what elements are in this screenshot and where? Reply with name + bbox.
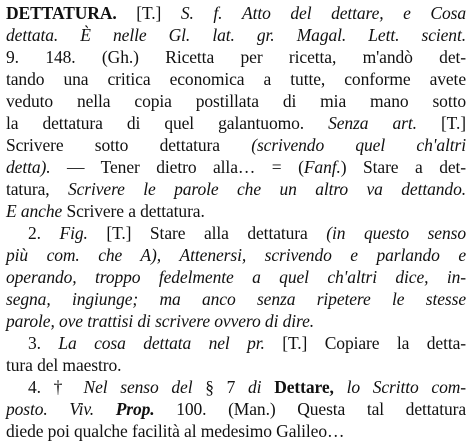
phrase: [T.] Copiare la detta- [282,333,466,353]
sense-3-line-2: tura del maestro. [6,355,122,375]
source-abbrev: Fanf. [303,157,341,177]
headword: DETTATURA. [6,3,117,23]
definition-text: Attenersi, scrivendo e parlando e [179,245,467,265]
phrase: Scrivere sotto dettatura [6,135,220,155]
section-ref: § 7 [205,377,236,397]
sense-2-line-3: operando, troppo fedelmente a quel ch'altri dice, in- [6,267,466,287]
entry-line-8 [6,156,466,178]
definition-text: lo Scritto com- [346,377,467,397]
sense-3-line-1 [6,332,466,354]
part-of-speech: S. f. [180,3,223,23]
entry-line-2: dettata. È nelle Gl. lat. gr. Magal. Lett. scient. [6,25,466,45]
register-tag: [T.] [136,3,162,23]
sense-number: 3. [28,333,41,353]
citation-ref: 100. (Man.) [176,399,276,419]
definition-text: Nel senso del [83,377,193,397]
usage-note: E anche [6,201,63,221]
sense-2-line-4: segna, ingiunge; ma anco senza ripetere le stesse [6,289,466,309]
definition-text: La cosa dettata nel pr. [58,333,265,353]
quotation-text: Questa tal dettatura [297,399,467,419]
gloss: detta). [6,157,51,177]
quotation-text: Ricetta per ricetta, m'andò det- [165,47,466,67]
quotation-text: la dettatura di quel galantuomo. [6,113,305,133]
entry-line-7 [6,134,466,156]
entry-line-10 [6,200,466,222]
gloss: Scrivere le parole che un altro va dettando. [67,179,466,199]
sense-2-line-1 [6,222,466,244]
cross-reference: Dettare, [274,377,334,397]
citation-ref: 9. 148. (Gh.) [6,47,139,67]
register-tag: [T.] [440,113,466,133]
definition-text: Atto del dettare, e Cosa [242,3,466,23]
usage-note: Fig. [59,223,88,243]
entry-line-9 [6,178,466,200]
phrase: — Tener dietro alla… = ( [67,157,304,177]
entry-line-4: tando una critica economica a tutte, conforme avete [6,69,466,89]
entry-line-5: veduto nella copia postillata di mia mano sotto [6,91,466,111]
definition-text: di [248,377,262,397]
usage-note: Senza art. [328,113,417,133]
entry-line-1 [6,2,466,24]
sense-2-line-2 [6,244,466,266]
sense-number: 2. [28,223,41,243]
phrase: [T.] Stare alla dettatura [106,223,308,243]
definition-text: posto. [6,399,48,419]
phrase: Scrivere a dettatura. [66,201,205,221]
sense-4-line-1 [6,376,466,398]
entry-line-6 [6,112,466,134]
phrase: tatura, [6,179,50,199]
sense-4-line-3: diede poi qualche facilità al medesimo Galileo… [6,421,345,441]
sense-4-line-2 [6,398,466,420]
sense-number: 4. † [28,377,71,397]
phrase: ) Stare a det- [340,157,467,177]
source-abbrev: Prop. [115,399,155,419]
gloss: (scrivendo quel ch'altri [251,135,467,155]
gloss: più com. che A), [6,245,162,265]
source-abbrev: Viv. [69,399,95,419]
sense-2-line-5: parole, ove trattisi di scrivere ovvero di dire. [6,311,315,331]
gloss: (in questo senso [326,223,466,243]
entry-line-3 [6,46,466,68]
